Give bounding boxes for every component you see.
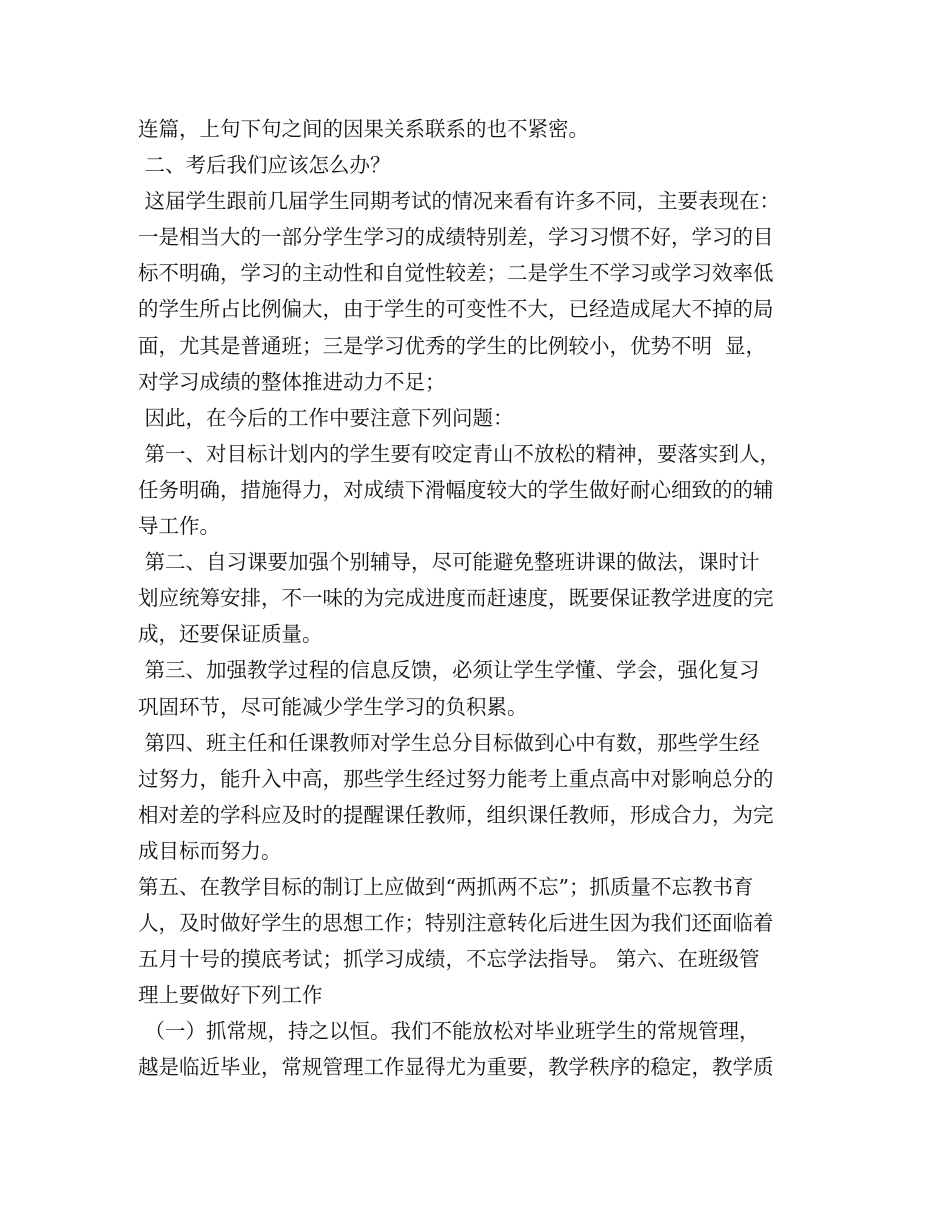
text-line: 成目标而努力。 bbox=[138, 838, 282, 863]
text-line: 面，尤其是普通班；三是学习优秀的学生的比例较小，优势不明 显， bbox=[138, 333, 767, 358]
text-line: 划应统筹安排，不一味的为完成进度而赶速度，既要保证教学进度的完 bbox=[138, 586, 774, 611]
document-body bbox=[138, 111, 828, 1086]
section-heading: 二、考后我们应该怎么办？ bbox=[138, 153, 391, 178]
text-line: 连篇，上句下句之间的因果关系联系的也不紧密。 bbox=[138, 117, 589, 141]
text-line: 第一、对目标计划内的学生要有咬定青山不放松的精神，要落实到人， bbox=[138, 441, 781, 466]
text-line: 第四、班主任和任课教师对学生总分目标做到心中有数，那些学生经 bbox=[138, 730, 760, 755]
text-line: 标不明确，学习的主动性和自觉性较差；二是学生不学习或学习效率低 bbox=[138, 261, 774, 286]
text-line: 相对差的学科应及时的提醒课任教师，组织课任教师，形成合力，为完 bbox=[138, 802, 774, 827]
text-line: 成，还要保证质量。 bbox=[138, 622, 323, 647]
text-line: 过努力，能升入中高，那些学生经过努力能考上重点高中对影响总分的 bbox=[138, 766, 774, 791]
text-line: 的学生所占比例偏大，由于学生的可变性不大，已经造成尾大不掉的局 bbox=[138, 297, 774, 322]
text-line: 任务明确，措施得力，对成绩下滑幅度较大的学生做好耐心细致的的辅 bbox=[138, 477, 774, 502]
text-line: 理上要做好下列工作 bbox=[138, 983, 323, 1008]
text-line: 因此，在今后的工作中要注意下列问题： bbox=[138, 405, 514, 430]
text-line: 导工作。 bbox=[138, 514, 220, 539]
text-line: （一）抓常规，持之以恒。我们不能放松对毕业班学生的常规管理， bbox=[138, 1019, 760, 1044]
text-line: 五月十号的摸底考试；抓学习成绩，不忘学法指导。 第六、在班级管 bbox=[138, 947, 760, 972]
text-line: 这届学生跟前几届学生同期考试的情况来看有许多不同，主要表现在： bbox=[138, 189, 781, 214]
text-line: 巩固环节，尽可能减少学生学习的负积累。 bbox=[138, 694, 528, 719]
text-line: 人，及时做好学生的思想工作；特别注意转化后进生因为我们还面临着 bbox=[138, 911, 774, 936]
text-line: 一是相当大的一部分学生学习的成绩特别差，学习习惯不好，学习的目 bbox=[138, 225, 774, 250]
text-line: 第三、加强教学过程的信息反馈，必须让学生学懂、学会，强化复习 bbox=[138, 658, 760, 683]
text-line: 越是临近毕业，常规管理工作显得尤为重要，教学秩序的稳定，教学质 bbox=[138, 1055, 774, 1080]
text-line: 第二、自习课要加强个别辅导，尽可能避免整班讲课的做法，课时计 bbox=[138, 550, 760, 575]
text-line: 第五、在教学目标的制订上应做到“两抓两不忘”；抓质量不忘教书育 bbox=[138, 874, 754, 899]
text-line: 对学习成绩的整体推进动力不足； bbox=[138, 369, 446, 394]
